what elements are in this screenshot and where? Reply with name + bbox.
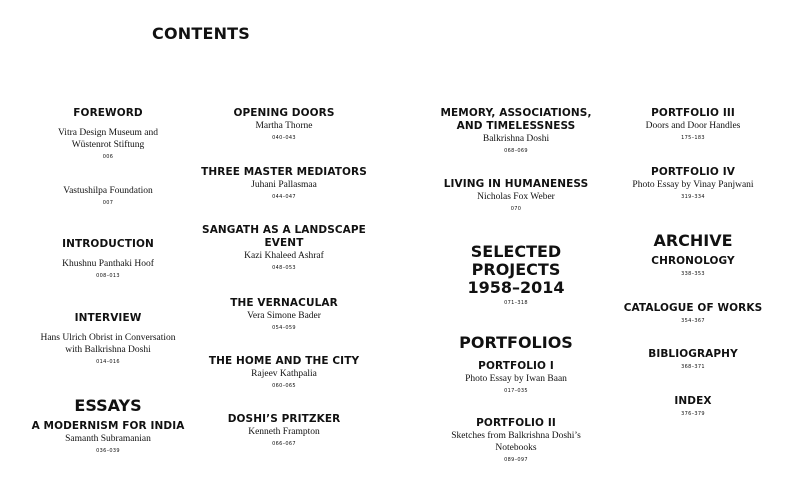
section-heading-archive[interactable]: ARCHIVE — [653, 231, 733, 250]
entry-heading: AND TIMELESSNESS — [456, 120, 576, 132]
entry-pages: 071–318 — [504, 300, 528, 306]
entry-selected-projects[interactable] — [426, 243, 606, 306]
entry-pages: 048–053 — [272, 265, 296, 271]
entry-author: Kazi Khaleed Ashraf — [244, 251, 324, 261]
entry-pages: 354–367 — [681, 318, 705, 324]
entry-author: with Balkrishna Doshi — [65, 345, 151, 355]
entry-author: Hans Ulrich Obrist in Conversation — [40, 333, 176, 343]
entry-humaneness[interactable] — [426, 178, 606, 212]
entry-author: Photo Essay by Iwan Baan — [465, 374, 567, 384]
entry-pages: 060–065 — [272, 383, 296, 389]
entry-heading: PORTFOLIO II — [476, 417, 556, 429]
entry-pages: 007 — [102, 200, 114, 206]
entry-heading: LIVING IN HUMANENESS — [443, 178, 589, 190]
page-title: CONTENTS — [152, 24, 251, 43]
entry-pages: 070 — [510, 206, 522, 212]
entry-author: Balkrishna Doshi — [482, 134, 550, 144]
entry-introduction[interactable] — [18, 238, 198, 279]
entry-author: Vitra Design Museum and — [58, 128, 158, 138]
entry-index[interactable] — [603, 395, 783, 417]
entry-pages: 089–097 — [504, 457, 528, 463]
entry-three-master-mediators[interactable] — [194, 166, 374, 200]
section-heading-portfolios[interactable]: PORTFOLIOS — [459, 333, 573, 352]
entry-author: Wüstenrot Stiftung — [71, 140, 145, 150]
entry-author: Nicholas Fox Weber — [477, 192, 555, 202]
entry-portfolio-3[interactable] — [603, 107, 783, 141]
entry-pages: 338–353 — [681, 271, 705, 277]
section-heading: PROJECTS — [471, 260, 561, 279]
entry-heading: EVENT — [264, 237, 304, 249]
entry-author: Rajeev Kathpalia — [251, 369, 317, 379]
entry-heading: A MODERNISM FOR INDIA — [31, 420, 185, 432]
entry-pages: 006 — [102, 154, 114, 160]
entry-vastushilpa[interactable] — [18, 185, 198, 206]
entry-heading: SANGATH AS A LANDSCAPE — [202, 224, 366, 236]
entry-author: Notebooks — [495, 443, 537, 453]
entry-heading: THE HOME AND THE CITY — [208, 355, 360, 367]
entry-pages: 376–379 — [681, 411, 705, 417]
entry-pages: 017–035 — [504, 388, 528, 394]
entry-heading: THE VERNACULAR — [230, 297, 338, 309]
entry-heading: MEMORY, ASSOCIATIONS, — [440, 107, 592, 119]
entry-home-and-city[interactable] — [194, 355, 374, 389]
entry-heading: OPENING DOORS — [233, 107, 335, 119]
entry-heading: THREE MASTER MEDIATORS — [201, 166, 367, 178]
entry-author: Photo Essay by Vinay Panjwani — [632, 180, 754, 190]
entry-pages: 036–039 — [96, 448, 120, 454]
entry-author: Vastushilpa Foundation — [63, 186, 153, 196]
entry-pages: 040–043 — [272, 135, 296, 141]
entry-author: Martha Thorne — [255, 121, 313, 131]
section-heading: SELECTED — [470, 242, 562, 261]
entry-author: Khushnu Panthaki Hoof — [62, 259, 154, 269]
entry-pages: 014–016 — [96, 359, 120, 365]
entry-memory[interactable] — [426, 107, 606, 154]
entry-pages: 175–183 — [681, 135, 705, 141]
entry-pages: 008–013 — [96, 273, 120, 279]
entry-heading: CATALOGUE OF WORKS — [623, 302, 763, 314]
entry-author: Samanth Subramanian — [65, 434, 151, 444]
entry-author: Sketches from Balkrishna Doshi’s — [451, 431, 581, 441]
entry-pritzker[interactable] — [194, 413, 374, 447]
entry-pages: 068–069 — [504, 148, 528, 154]
entry-opening-doors[interactable] — [194, 107, 374, 141]
entry-bibliography[interactable] — [603, 348, 783, 370]
entry-sangath[interactable] — [194, 224, 374, 271]
entry-chronology[interactable] — [603, 255, 783, 277]
entry-author: Vera Simone Bader — [247, 311, 321, 321]
entry-foreword[interactable] — [18, 107, 198, 160]
entry-author: Kenneth Frampton — [248, 427, 320, 437]
entry-author: Doors and Door Handles — [645, 121, 741, 131]
entry-heading: INTRODUCTION — [62, 238, 154, 250]
entry-heading: PORTFOLIO IV — [651, 166, 735, 178]
entry-heading: CHRONOLOGY — [651, 255, 735, 267]
entry-modernism[interactable] — [18, 420, 198, 454]
entry-heading: BIBLIOGRAPHY — [648, 348, 738, 360]
entry-pages: 319–334 — [681, 194, 705, 200]
entry-heading: INDEX — [674, 395, 712, 407]
entry-portfolio-2[interactable] — [426, 417, 606, 463]
entry-portfolio-4[interactable] — [603, 166, 783, 200]
entry-interview[interactable] — [18, 312, 198, 365]
entry-vernacular[interactable] — [194, 297, 374, 331]
entry-portfolio-1[interactable] — [426, 360, 606, 394]
entry-author: Juhani Pallasmaa — [251, 180, 317, 190]
entry-heading: DOSHI’S PRITZKER — [227, 413, 341, 425]
entry-heading: INTERVIEW — [74, 312, 142, 324]
entry-pages: 368–371 — [681, 364, 705, 370]
entry-catalogue[interactable] — [603, 302, 783, 324]
section-heading-essays[interactable]: ESSAYS — [74, 396, 142, 415]
entry-pages: 066–067 — [272, 441, 296, 447]
entry-pages: 054–059 — [272, 325, 296, 331]
entry-heading: PORTFOLIO III — [651, 107, 735, 119]
entry-heading: FOREWORD — [73, 107, 143, 119]
entry-pages: 044–047 — [272, 194, 296, 200]
section-heading: 1958–2014 — [467, 278, 565, 297]
entry-heading: PORTFOLIO I — [478, 360, 554, 372]
